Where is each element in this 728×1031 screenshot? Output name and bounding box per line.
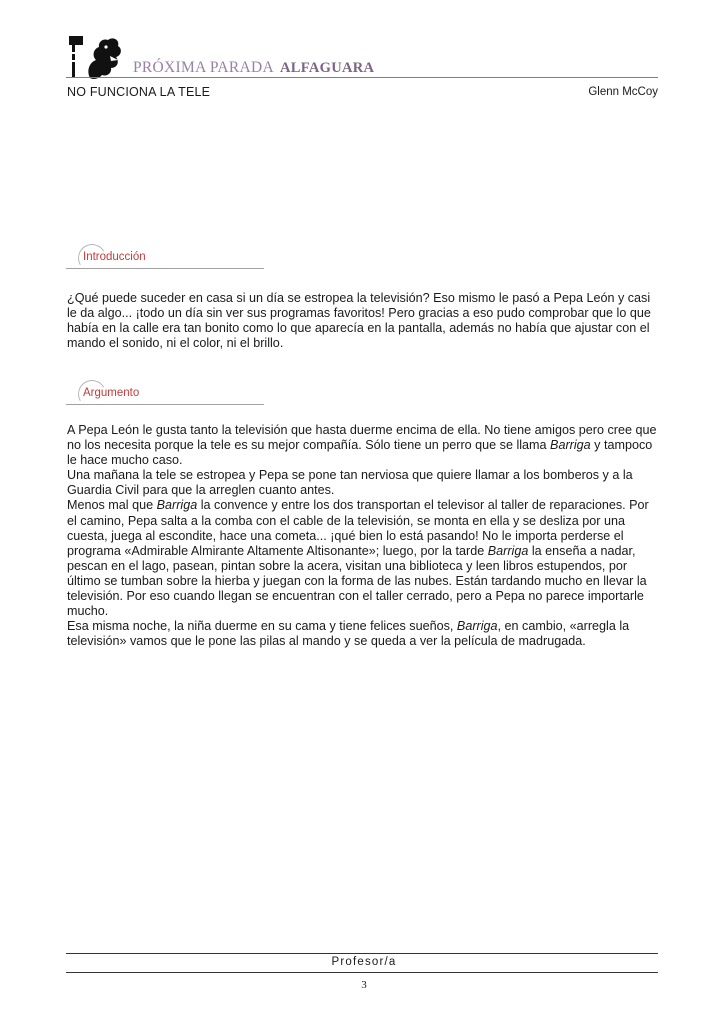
section-label-intro: Introducción [83, 251, 146, 263]
dog-name: Barriga [456, 619, 498, 634]
document-author: Glenn McCoy [588, 86, 658, 98]
footer-rule-bottom [66, 972, 658, 973]
section-heading-plot [66, 380, 266, 404]
dog-name: Barriga [487, 543, 529, 558]
heading-underline [66, 268, 264, 269]
brand-part-2: ALFAGUARA [280, 60, 375, 76]
text-run: y tampoco le hace mucho caso. [67, 438, 653, 468]
intro-text: ¿Qué puede suceder en casa si un día se estropea la televisión? Eso mismo le pasó a Pepa León y casi le da algo... ¡todo un día sin ver sus programas favoritos! Pero gracias a eso pudo comprobar que lo que había en la calle era tan bonito como lo que aparecía en la pantalla, además no había que ajustar con el mando el sonido, ni el color, ni el brillo. [67, 291, 651, 351]
footer-label: Profesor/a [331, 956, 397, 968]
plot-text [67, 423, 662, 649]
dragon-signpost-logo-icon [66, 30, 126, 80]
plot-paragraph-4 [67, 619, 662, 649]
brand-part-1: PRÓXIMA PARADA [133, 59, 275, 76]
heading-underline [66, 404, 264, 405]
header-rule [66, 77, 658, 78]
section-heading-intro [66, 244, 266, 268]
text-run: A Pepa León le gusta tanto la televisión que hasta duerme encima de ella. No tiene amigos pero cree que no los necesita porque la tele es su mejor compañía. Sólo tiene un perro que se llama [67, 423, 657, 453]
section-label-plot: Argumento [83, 387, 140, 399]
plot-paragraph-2: Una mañana la tele se estropea y Pepa se pone tan nerviosa que quiere llamar a los bomberos y a la Guardia Civil para que la arreglen cuanto antes. [67, 468, 633, 498]
text-run: Menos mal que [67, 498, 157, 513]
page-number: 3 [361, 979, 367, 991]
dog-name: Barriga [550, 438, 591, 453]
brand-header [133, 59, 374, 77]
plot-paragraph-3 [67, 498, 662, 619]
text-run: Esa misma noche, la niña duerme en su cama y tiene felices sueños, [67, 619, 457, 634]
dog-name: Barriga [156, 498, 198, 513]
footer-rule-top [66, 953, 658, 954]
plot-paragraph-1 [67, 423, 662, 468]
intro-paragraph [67, 291, 662, 351]
text-run: , en cambio, «arregla la televisión» vamos que le pone las pilas al mando y se queda a ver la película de madrugada. [67, 619, 630, 649]
text-run: la convence y entre los dos transportan el televisor al taller de reparaciones. Por el camino, Pepa salta a la comba con el cable de la televisión, se monta en ella y se desliza por una cuesta, juega al escondite, hace una cometa... ¡qué bien lo está pasando! No le importa perderse el programa «Admirable Almirante Altamente Altisonante»; luego, por la tarde [67, 498, 649, 558]
document-title: NO FUNCIONA LA TELE [67, 85, 211, 99]
text-run: la enseña a nadar, pescan en el lago, pasean, pintan sobre la acera, visitan una biblioteca y leen libros estupendos, por último se tumban sobre la hierba y juegan con la forma de las nubes. Están tardando mucho en llevar la televisión. Por eso cuando llegan se encuentran con el taller cerrado, pero a Pepa no parece importarle mucho. [67, 543, 647, 619]
